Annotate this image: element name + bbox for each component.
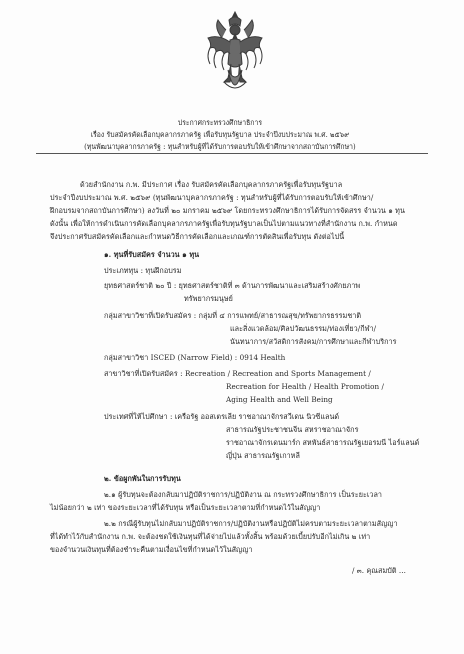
major-line-3: Aging Health and Well Being (226, 395, 333, 404)
subject-line-2: (ทุนพัฒนาบุคลากรภาครัฐ : ทุนสำหรับผู้ที่ได้รับการตอบรับให้เข้าศึกษาจากสถาบันการศึกษา) (84, 142, 356, 151)
field-group: กลุ่มสาขาวิชา ISCED (Narrow Field) : 0914 Health (104, 353, 286, 362)
garuda-emblem-icon (204, 8, 266, 100)
major-line-2: Recreation for Health / Health Promotion / (226, 382, 385, 391)
obligation-1-line-2: ไม่น้อยกว่า ๒ เท่า ของระยะเวลาที่ได้รับทุน หรือเป็นระยะเวลาตามที่กำหนดไว้ในสัญญา (50, 503, 321, 512)
intro-line-3: ฝึกอบรมจากสถาบันการศึกษา) ลงวันที่ ๒๐ มกราคม ๒๕๖๙ โดยกระทรวงศึกษาธิการได้รับการจัดสรร จำนวน ๑ ทุน (50, 206, 405, 215)
intro-line-4: ดังนั้น เพื่อให้การดำเนินการคัดเลือกบุคลากรภาครัฐเพื่อรับทุนรัฐบาลเป็นไปตามแนวทางที่สำนักงาน ก.พ. กำหนด (50, 219, 398, 228)
major-line-1: สาขาวิชาที่เปิดรับสมัคร : Recreation / Recreation and Sports Management / (104, 369, 371, 378)
country-line-4: ญี่ปุ่น สาธารณรัฐเกาหลี (226, 451, 300, 460)
obligation-2-line-1: ๒.๒ กรณีผู้รับทุนไม่กลับมาปฏิบัติราชการ/ปฏิบัติงานหรือปฏิบัติไม่ครบตามระยะเวลาตามสัญญา (104, 519, 398, 528)
strategy-line-1: ยุทธศาสตร์ชาติ ๒๐ ปี : ยุทธศาสตร์ชาติที่ ๓ ด้านการพัฒนาและเสริมสร้างศักยภาพ (104, 281, 361, 290)
obligation-1-line-1: ๒.๑ ผู้รับทุนจะต้องกลับมาปฏิบัติราชการ/ปฏิบัติงาน ณ กระทรวงศึกษาธิการ เป็นระยะเวลา (104, 490, 383, 499)
subject-line-1: เรื่อง รับสมัครคัดเลือกบุคลากรภาครัฐ เพื่อรับทุนรัฐบาล ประจำปีงบประมาณ พ.ศ. ๒๕๖๙ (90, 130, 350, 139)
group-line-1: กลุ่มสาขาวิชาที่เปิดรับสมัคร : กลุ่มที่ ๔ การแพทย์/สาธารณสุข/ทรัพยากรธรรมชาติ (104, 311, 362, 320)
section-2-heading: ๒. ข้อผูกพันในการรับทุน (104, 474, 181, 483)
country-line-2: สาธารณรัฐประชาชนจีน สหราชอาณาจักร (226, 425, 359, 434)
intro-line-1: ด้วยสำนักงาน ก.พ. มีประกาศ เรื่อง รับสมัครคัดเลือกบุคลากรภาครัฐเพื่อรับทุนรัฐบาล (80, 180, 343, 189)
intro-line-2: ประจำปีงบประมาณ พ.ศ. ๒๕๖๙ (ทุนพัฒนาบุคลากรภาครัฐ : ทุนสำหรับผู้ที่ได้รับการตอบรับให้เข้าศึกษา/ (50, 193, 374, 202)
section-1-heading: ๑. ทุนที่รับสมัคร จำนวน ๑ ทุน (104, 250, 200, 259)
country-line-3: ราชอาณาจักรเดนมาร์ก สหพันธ์สาธารณรัฐเยอรมนี ไอร์แลนด์ (226, 438, 420, 447)
continuation-note: / ๓. คุณสมบัติ ... (352, 566, 406, 575)
scholarship-type: ประเภททุน : ทุนฝึกอบรม (104, 266, 182, 275)
country-line-1: ประเทศที่ให้ไปศึกษา : เครือรัฐ ออสเตรเลีย ราชอาณาจักรสวีเดน นิวซีแลนด์ (104, 412, 340, 421)
obligation-2-line-2: ที่ได้ทำไว้กับสำนักงาน ก.พ. จะต้องชดใช้เงินทุนที่ได้จ่ายไปแล้วทั้งสิ้น พร้อมด้วยเบี้ยปรับอีกไม่เกิน ๒ เท่า (50, 532, 371, 541)
group-line-2: และสิ่งแวดล้อม/ศิลปวัฒนธรรม/ท่องเที่ยว/กีฬา/ (230, 324, 377, 333)
group-line-3: นันทนาการ/สวัสดิการสังคม/การศึกษาและกีฬาบริการ (230, 337, 397, 346)
obligation-2-line-3: ของจำนวนเงินทุนที่ต้องชำระคืนตามเงื่อนไขที่กำหนดไว้ในสัญญา (50, 545, 253, 554)
intro-line-5: จึงประกาศรับสมัครคัดเลือกและกำหนดวิธีการคัดเลือกและเกณฑ์การตัดสินเพื่อรับทุน ดังต่อไปนี้ (50, 232, 345, 241)
strategy-line-2: ทรัพยากรมนุษย์ (184, 294, 233, 303)
announcement-title: ประกาศกระทรวงศึกษาธิการ (177, 118, 263, 127)
header-divider (36, 153, 428, 154)
